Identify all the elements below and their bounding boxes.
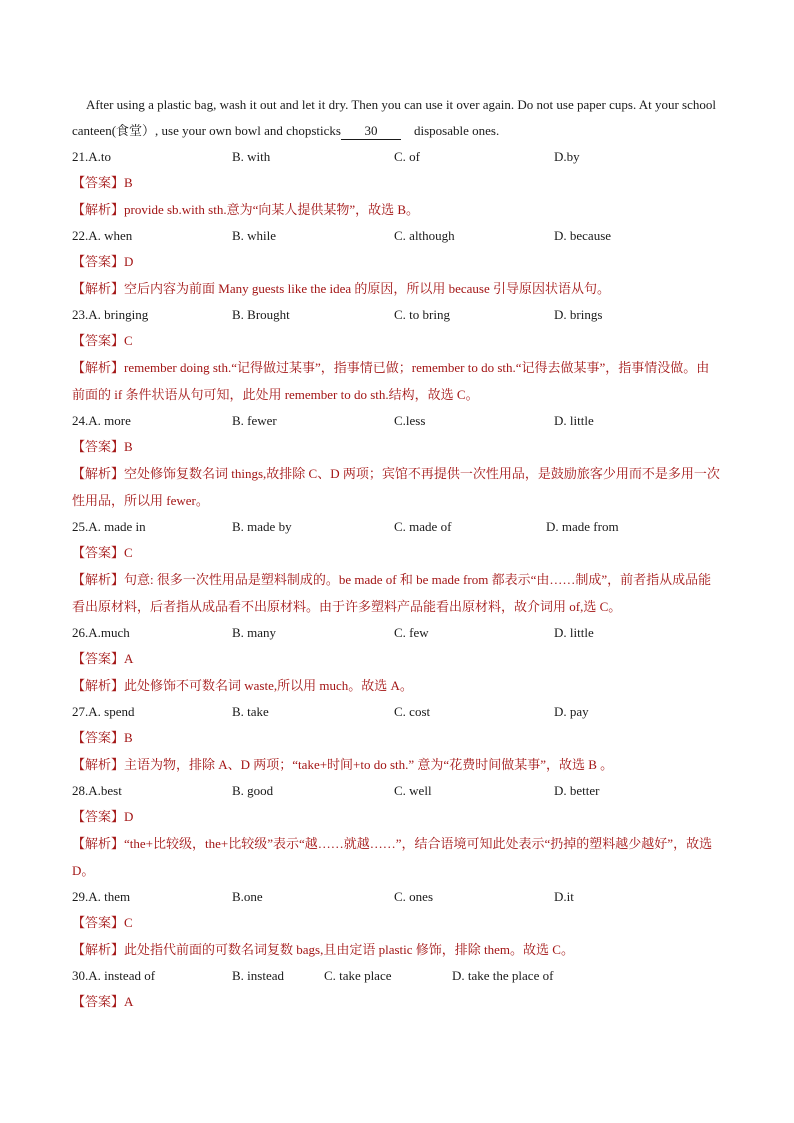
analysis-label: 【解析】 <box>72 202 125 217</box>
analysis-label: 【解析】 <box>72 678 125 693</box>
option-text: D. little <box>554 413 594 428</box>
answer-line <box>72 910 722 936</box>
option-a <box>72 778 122 804</box>
option-text: C. of <box>394 149 420 164</box>
option-d <box>546 514 619 540</box>
option-a <box>72 620 130 646</box>
analysis-label: 【解析】 <box>72 757 125 772</box>
option-c <box>394 884 433 910</box>
option-text: A. them <box>88 889 131 904</box>
option-text: A. spend <box>88 704 135 719</box>
answer-value: A <box>124 651 134 666</box>
option-text: B. take <box>232 704 269 719</box>
option-c <box>394 620 429 646</box>
question-number: 28. <box>72 783 89 798</box>
analysis-paragraph <box>72 196 722 223</box>
answer-value: B <box>124 439 133 454</box>
answer-label: 【答案】 <box>72 994 125 1009</box>
analysis-paragraph <box>72 830 722 884</box>
answer-label: 【答案】 <box>72 915 125 930</box>
answer-line <box>72 989 722 1015</box>
option-a <box>72 408 131 434</box>
option-b <box>232 408 277 434</box>
option-text: A. when <box>88 228 133 243</box>
option-text: D. take the place of <box>452 968 554 983</box>
option-text: B. made by <box>232 519 292 534</box>
analysis-label: 【解析】 <box>72 572 125 587</box>
analysis-paragraph <box>72 354 722 408</box>
option-text: B. with <box>232 149 271 164</box>
option-c <box>394 778 432 804</box>
option-text: B.one <box>232 889 263 904</box>
question-number: 26. <box>72 625 89 640</box>
option-d <box>452 963 553 989</box>
answer-line <box>72 328 722 354</box>
answer-line <box>72 249 722 275</box>
option-text: D. brings <box>554 307 603 322</box>
answer-line <box>72 540 722 566</box>
option-c <box>394 699 430 725</box>
option-text: D. little <box>554 625 594 640</box>
option-d <box>554 302 602 328</box>
answer-label: 【答案】 <box>72 439 125 454</box>
option-text: A.to <box>88 149 111 164</box>
option-text: A.much <box>88 625 130 640</box>
question-row <box>72 514 722 540</box>
analysis-text: 此处修饰不可数名词 waste,所以用 much。故选 A。 <box>124 678 413 693</box>
option-b <box>232 884 263 910</box>
answer-label: 【答案】 <box>72 730 125 745</box>
option-b <box>232 699 269 725</box>
option-d <box>554 408 594 434</box>
answer-value: C <box>124 333 133 348</box>
option-text: C. although <box>394 228 455 243</box>
answer-label: 【答案】 <box>72 545 125 560</box>
option-text: B. instead <box>232 968 284 983</box>
analysis-text: “the+比较级，the+比较级”表示“越……就越……”，结合语境可知此处表示“扔掉的塑料越少越好”，故选 D。 <box>72 836 713 878</box>
answer-value: D <box>124 809 134 824</box>
question-row <box>72 963 722 989</box>
question-number: 24. <box>72 413 89 428</box>
analysis-label: 【解析】 <box>72 466 125 481</box>
option-b <box>232 514 292 540</box>
analysis-paragraph <box>72 275 722 302</box>
option-text: D. because <box>554 228 612 243</box>
question-row <box>72 699 722 725</box>
question-row <box>72 223 722 249</box>
analysis-label: 【解析】 <box>72 281 125 296</box>
analysis-label: 【解析】 <box>72 360 125 375</box>
question-row <box>72 408 722 434</box>
document-page <box>72 92 722 1015</box>
option-a <box>72 302 148 328</box>
option-d <box>554 144 580 170</box>
analysis-text: remember doing sth.“记得做过某事”，指事情已做；remember to do sth.“记得去做某事”，指事情没做。由前面的 if 条件状语从句可知，此处用 remember to do sth.结构，故选 C。 <box>72 360 710 402</box>
answer-line <box>72 804 722 830</box>
option-d <box>554 884 574 910</box>
answer-value: D <box>124 254 134 269</box>
option-c <box>394 514 451 540</box>
option-text: B. many <box>232 625 277 640</box>
analysis-text: 空后内容为前面 Many guests like the idea 的原因，所以用 because 引导原因状语从句。 <box>124 281 611 296</box>
option-a <box>72 884 130 910</box>
option-text: D. made from <box>546 519 619 534</box>
question-list <box>72 144 722 1015</box>
option-text: C. take place <box>324 968 392 983</box>
analysis-paragraph <box>72 672 722 699</box>
option-text: A. instead of <box>88 968 156 983</box>
option-text: D.it <box>554 889 574 904</box>
option-text: C. cost <box>394 704 431 719</box>
option-b <box>232 144 270 170</box>
option-b <box>232 223 276 249</box>
option-b <box>232 620 276 646</box>
answer-value: A <box>124 994 134 1009</box>
option-text: C. few <box>394 625 429 640</box>
question-number: 22. <box>72 228 89 243</box>
option-text: C.less <box>394 413 426 428</box>
option-a <box>72 699 134 725</box>
answer-label: 【答案】 <box>72 651 125 666</box>
option-text: B. good <box>232 783 274 798</box>
analysis-paragraph <box>72 460 722 514</box>
analysis-text: 句意: 很多一次性用品是塑料制成的。be made of 和 be made from 都表示“由……制成”，前者指从成品能看出原材料，后者指从成品看不出原材料。由于许多塑料产品能看出原材料，故介词用 of,选 C。 <box>72 572 712 614</box>
passage-text-before: After using a plastic bag, wash it out and let it dry. Then you can use it over again. Do not use paper cups. At your school canteen(食堂）, use your own bowl and chopsticks <box>72 97 716 138</box>
analysis-text: 空处修饰复数名词 things,故排除 C、D 两项；宾馆不再提供一次性用品，是鼓励旅客少用而不是多用一次性用品，所以用 fewer。 <box>72 466 720 508</box>
option-b <box>232 963 284 989</box>
option-text: C. ones <box>394 889 433 904</box>
option-text: A. more <box>88 413 131 428</box>
option-text: B. while <box>232 228 277 243</box>
option-text: A. bringing <box>88 307 149 322</box>
question-number: 30. <box>72 968 89 983</box>
answer-label: 【答案】 <box>72 175 125 190</box>
question-number: 29. <box>72 889 89 904</box>
passage-text-after: disposable ones. <box>413 123 500 138</box>
analysis-label: 【解析】 <box>72 836 125 851</box>
question-row <box>72 144 722 170</box>
analysis-paragraph <box>72 751 722 778</box>
option-text: C. well <box>394 783 432 798</box>
option-c <box>394 144 420 170</box>
option-text: C. made of <box>394 519 452 534</box>
answer-line <box>72 170 722 196</box>
option-text: B. Brought <box>232 307 290 322</box>
answer-value: B <box>124 730 133 745</box>
answer-label: 【答案】 <box>72 809 125 824</box>
option-text: D.by <box>554 149 580 164</box>
reading-passage <box>72 92 722 144</box>
option-text: D. pay <box>554 704 589 719</box>
option-a <box>72 514 146 540</box>
analysis-label: 【解析】 <box>72 942 125 957</box>
blank-30: 30 <box>341 123 401 140</box>
option-text: D. better <box>554 783 600 798</box>
option-c <box>324 963 392 989</box>
answer-line <box>72 434 722 460</box>
option-text: C. to bring <box>394 307 450 322</box>
option-b <box>232 778 273 804</box>
answer-line <box>72 646 722 672</box>
option-a <box>72 963 155 989</box>
option-c <box>394 408 425 434</box>
answer-label: 【答案】 <box>72 333 125 348</box>
question-number: 27. <box>72 704 89 719</box>
option-a <box>72 144 111 170</box>
answer-value: C <box>124 915 133 930</box>
question-number: 23. <box>72 307 89 322</box>
option-a <box>72 223 132 249</box>
analysis-text: 此处指代前面的可数名词复数 bags,且由定语 plastic 修饰，排除 them。故选 C。 <box>124 942 574 957</box>
option-c <box>394 223 455 249</box>
answer-line <box>72 725 722 751</box>
answer-value: B <box>124 175 133 190</box>
analysis-text: 主语为物，排除 A、D 两项；“take+时间+to do sth.” 意为“花费时间做某事”，故选 B 。 <box>124 757 614 772</box>
option-b <box>232 302 290 328</box>
option-d <box>554 699 589 725</box>
option-text: A. made in <box>88 519 146 534</box>
question-row <box>72 884 722 910</box>
answer-value: C <box>124 545 133 560</box>
option-d <box>554 620 594 646</box>
question-row <box>72 620 722 646</box>
question-row <box>72 302 722 328</box>
option-c <box>394 302 450 328</box>
option-text: B. fewer <box>232 413 277 428</box>
answer-label: 【答案】 <box>72 254 125 269</box>
question-number: 21. <box>72 149 89 164</box>
analysis-paragraph <box>72 936 722 963</box>
option-d <box>554 778 599 804</box>
option-text: A.best <box>88 783 122 798</box>
question-row <box>72 778 722 804</box>
question-number: 25. <box>72 519 89 534</box>
analysis-text: provide sb.with sth.意为“向某人提供某物”，故选 B。 <box>124 202 420 217</box>
analysis-paragraph <box>72 566 722 620</box>
option-d <box>554 223 611 249</box>
